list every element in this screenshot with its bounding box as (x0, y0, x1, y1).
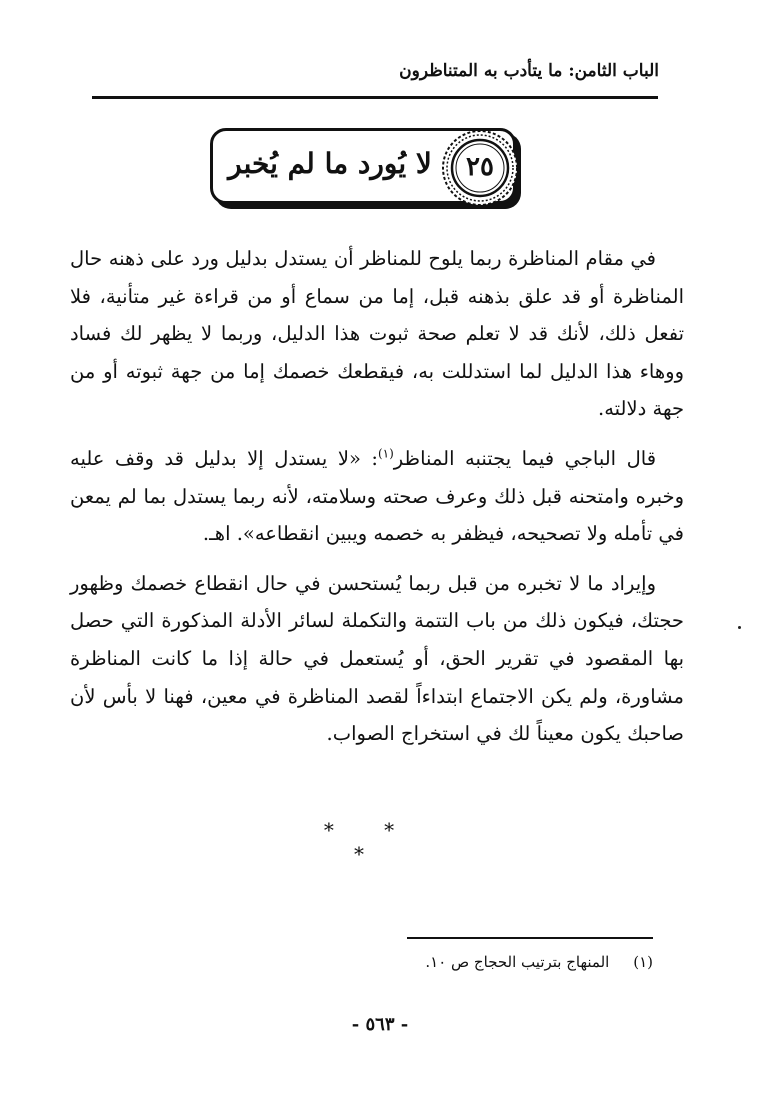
paragraph-2 (70, 440, 684, 553)
footnote (153, 950, 653, 974)
paragraph-2-quote: : «لا يستدل إلا بدليل قد وقف عليه وخبره وامتحنه قبل ذلك وعرف صحته وسلامته، لأنه ربما يستدل بما لم يمعن في تأمله ولا تصحيحه، فيظفر به خصمه ويبين انقطاعه». اهـ. (70, 446, 684, 546)
footnote-reference[interactable]: (١) (377, 446, 394, 461)
footnote-text: المنهاج بترتيب الحجاج ص ١٠. (425, 953, 610, 971)
chapter-number: ٢٥ (466, 152, 494, 182)
paragraph-1: في مقام المناظرة ربما يلوح للمناظر أن يستدل بدليل ورد على ذهنه حال المناظرة أو قد علق بذهنه قبل، إما من سماع أو من قراءة غير متأنية، فلا تفعل ذلك، لأنك قد لا تعلم صحة ثبوت هذا الدليل، وربما لا يظهر لك فساد ووهاء هذا الدليل لما استدللت به، فيقطعك خصمك إما من جهة ثبوته أو من جهة دلالته. (70, 247, 684, 421)
footnote-marker: (١) (633, 953, 653, 971)
header-rule (92, 96, 658, 99)
paragraph-3: وإيراد ما لا تخبره من قبل ربما يُستحسن في حال انقطاع خصمك وظهور حجتك، فيكون ذلك من باب التتمة والتكملة لسائر الأدلة المذكورة التي حصل بها المقصود في تقرير الحق، أو يُستعمل في حالة إذا ما كانت المناظرة مشاورة، ولم يكن الاجتماع ابتداءاً لقصد المناظرة في معين، فهنا لا بأس لأن صاحبك يكون معيناً لك في استخراج الصواب. (70, 571, 684, 746)
page-number: - ٥٦٣ - (351, 1014, 409, 1035)
paragraph-2-lead: قال الباجي فيما يجتنبه المناظر (393, 446, 657, 470)
chapter-title: لا يُورد ما لم يُخبر (228, 147, 432, 180)
margin-dot (738, 626, 741, 629)
footnote-rule (407, 937, 653, 939)
body-text (70, 240, 684, 765)
section-separator: * * * (323, 818, 417, 866)
running-header: الباب الثامن: ما يتأدب به المتناظرون (399, 61, 659, 81)
